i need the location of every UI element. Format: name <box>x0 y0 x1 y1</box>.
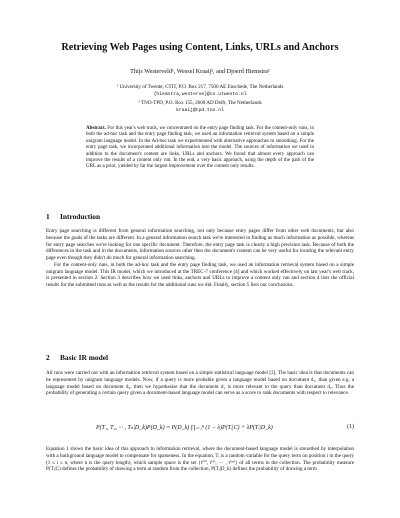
section-title: Introduction <box>60 212 101 221</box>
section-number: 2 <box>46 353 50 362</box>
affiliation-2-email: kraaij@tpd.tno.nl <box>176 108 224 113</box>
affiliation-1-email: {hiemstra,westerve}@cs.utwente.nl <box>153 92 247 97</box>
affiliation-1 <box>0 84 400 98</box>
equation-body: P(T₁, T₂, ··· , Tₙ|D_k)P(D_k) = P(D_k) ∏ᵢ₌₁ⁿ (1 − λ)P(Tᵢ|C) + λP(Tᵢ|D_k) <box>96 425 273 431</box>
abstract-label: Abstract. <box>86 126 106 131</box>
abstract <box>86 126 314 171</box>
section-heading-basic-ir-model <box>46 353 108 362</box>
equation-number: (1) <box>347 424 354 430</box>
affiliation-2-address: ² TNO-TPD, P.O. Box 155, 2600 AD Delft, The Netherlands <box>138 100 262 106</box>
paragraph: Entry page searching is different from general information searching, not only because entry pages differ from other web documents, but also because the goals of the tasks are different. In a general information search task we're interested in finding as much information as possible, whereas for entry page searches we're looking for one specific document. Therefore, the entry page task is clearly a high precision task. Because of both the differences in the task and in the documents, information sources other then the document's content can be very useful for locating the relevant entry page even though they didn't do much for general information searching. <box>46 228 354 261</box>
section-heading-introduction <box>46 212 100 221</box>
equation-explanation <box>46 446 354 473</box>
abstract-text: For this year's web track, we concentrated on the entry page finding task. For the content-only runs, in both the ad-hoc task and the entry page finding task, we used an information retrieval system based on a simple unigram language model. In the Ad-hoc task we experimented with alternative approaches to smoothing. For the entry page task, we incorporated additional information into the model. The sources of information we used in addition to the document's content are links, URLs and anchors. We found that almost every approach can improve the results of a content only run. In the end, a very basic approach, using the depth of the path of the URL as a prior, yielded by far the largest improvement over the content only results. <box>86 126 314 170</box>
paper-authors: Thijs Westerveld¹, Wessel Kraaij², and Djoerd Hiemstra¹ <box>130 68 270 75</box>
affiliation-1-address: ¹ University of Twente, CTIT, P.O. Box 217, 7500 AE Enschede, The Netherlands <box>116 84 284 90</box>
section-number: 1 <box>46 212 50 221</box>
section-title: Basic IR model <box>60 353 109 362</box>
affiliation-2 <box>0 100 400 114</box>
paragraph: Equation 1 shows the basic idea of this approach to information retrieval, where the document-based language model is smoothed by interpolation with a background language model to compensate for sparseness. In the equation, Tᵢ is a random variable for the query term on position i in the query (1 ≤ i ≤ n, where n is the query length), which sample space is the set {t⁽⁰⁾, t⁽¹⁾, ··· , t⁽ᵐ⁾} of all terms in the collection. The probability measure P(Tᵢ|C) defines the probability of drawing a term at random from the collection, P(Tᵢ|D_k) defines the probability of drawing a term <box>46 446 354 473</box>
equation-1 <box>46 418 354 442</box>
paragraph: All runs were carried out with an information retrieval system based on a simple statistical language model [3]. The basic idea is that documents can be represented by unigram language models. Now, if a query is more probable given a language model based on document d₁, than given e.g. a language model based on document d₂, then we hypothesise that the document d₁ is more relevant to the query than document d₂. Thus the probability of generating a certain query given a document-based language model can serve as a score to rank documents with respect to relevance. <box>46 370 354 397</box>
introduction-body <box>46 228 354 289</box>
basic-ir-model-body <box>46 370 354 397</box>
paper-title: Retrieving Web Pages using Content, Links, URLs and Anchors <box>61 42 339 53</box>
paragraph: For the content-only runs, in both the ad-hoc task and the entry page finding task, we used an information retrieval system based on a simple unigram language model. This IR model, which we introduced at the TREC-7 conference [4] and which worked effectively on last year's web track, is presented in section 2. Section 3 describes how we used links, anchors and URLs to improve a content only run and section 4 lists the official results for the submitted runs as well as the results for the additional runs we did. Finally, section 5 lists our conclusions. <box>46 261 354 288</box>
